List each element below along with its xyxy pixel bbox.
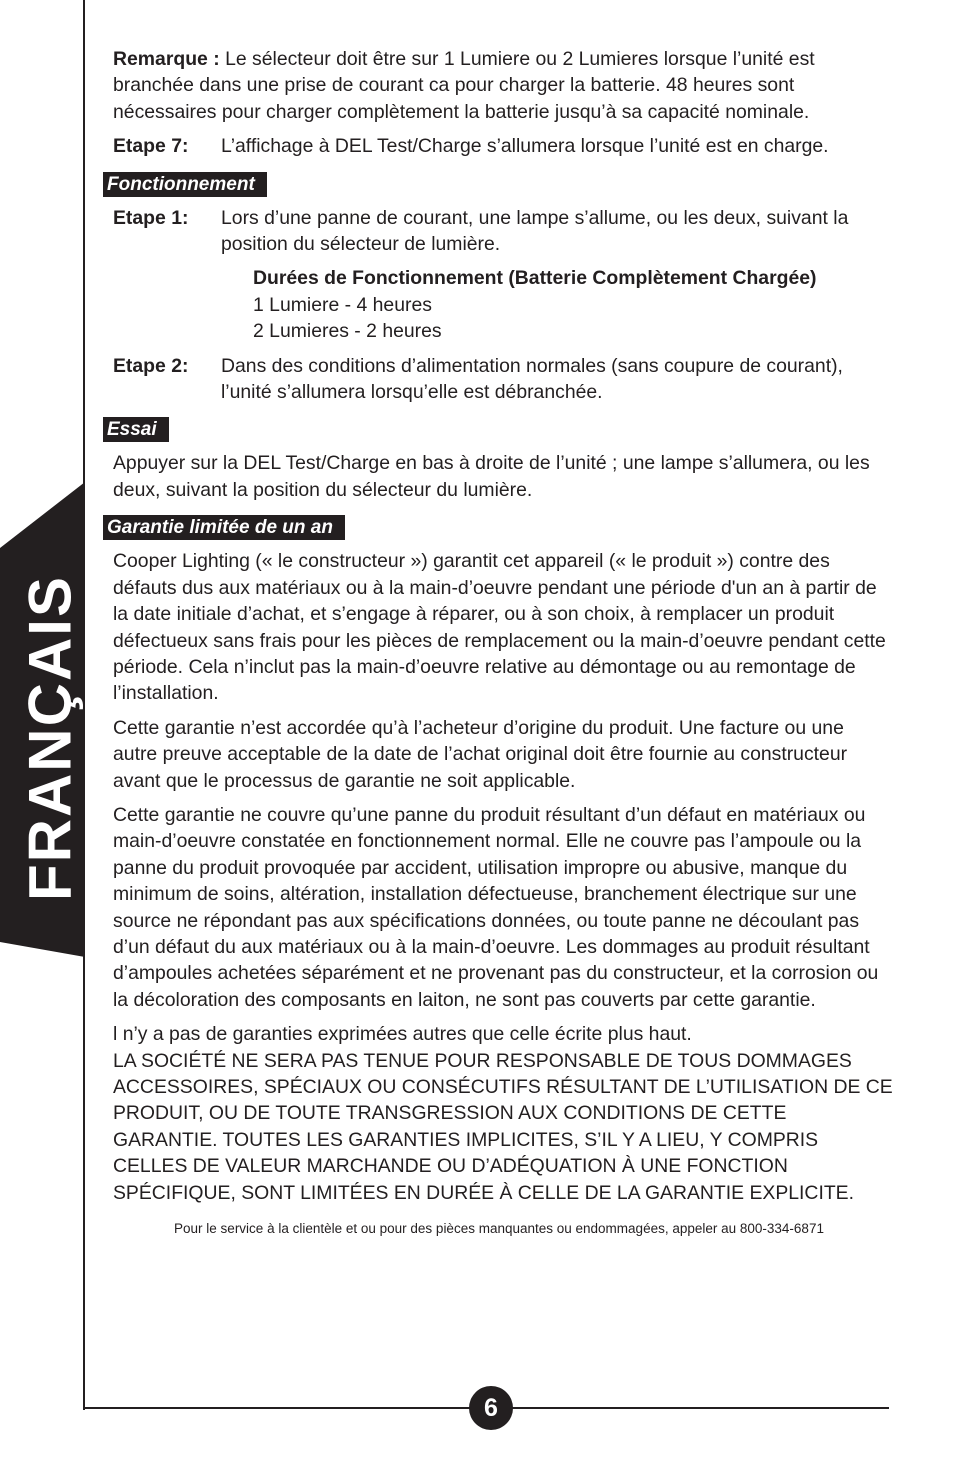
warranty-paragraph-2: Cette garantie n’est accordée qu’à l’acheteur d’origine du produit. Une facture ou une autre preuve acceptable de la date de l’achat original doit être fournie au constructeur avant que le processus de garantie ne soit applicable. <box>113 716 848 792</box>
operation-step-1 <box>113 205 893 258</box>
customer-service-note: Pour le service à la clientèle et ou pour des pièces manquantes ou endommagées, appeler au 800-334-6871 <box>174 1221 824 1237</box>
durations-block <box>253 265 893 344</box>
warranty-disclaimer-caps: LA SOCIÉTÉ NE SERA PAS TENUE POUR RESPONSABLE DE TOUS DOMMAGES ACCESSOIRES, SPÉCIAUX OU CONSÉCUTIFS RÉSULTANT DE L’UTILISATION DE CE PRODUIT, OU DE TOUTE TRANSGRESSION AUX CONDITIONS DE CETTE GARANTIE. TOUTES LES GARANTIES IMPLICITES, S’IL Y A LIEU, Y COMPRIS CELLES DE VALEUR MARCHANDE OU D’ADÉQUATION À UNE FONCTION SPÉCIFIQUE, SONT LIMITÉES EN DURÉE À CELLE DE LA GARANTIE EXPLICITE. <box>113 1049 893 1204</box>
test-paragraph: Appuyer sur la DEL Test/Charge en bas à droite de l’unité ; une lampe s’allumera, ou les deux, suivant la position du sélecteur du lumière. <box>113 452 870 501</box>
remark-text: Le sélecteur doit être sur 1 Lumiere ou 2 Lumieres lorsque l’unité est branchée dans une prise de courant ca pour charger la batterie. 48 heures sont nécessaires pour charger complètement la batterie jusqu’à sa capacité nominale. <box>113 48 815 123</box>
language-tab-label: FRANÇAIS <box>16 575 84 901</box>
warranty-heading: Garantie limitée de un an <box>103 515 345 540</box>
duration-1-lamp: 1 Lumiere - 4 heures <box>253 293 432 316</box>
operation-step-2-label: Etape 2: <box>113 354 189 377</box>
operation-step-1-label: Etape 1: <box>113 206 189 229</box>
remark-label: Remarque : <box>113 48 220 70</box>
step-7-text: L’affichage à DEL Test/Charge s’allumera lorsque l’unité est en charge. <box>221 135 829 158</box>
warranty-paragraph-1: Cooper Lighting (« le constructeur ») garantit cet appareil (« le produit ») contre des défauts dus aux matériaux ou à la main-d’oeuvre pendant une période d'un an à partir de la date initiale d’achat, et s’engage à réparer, ou à son choix, à remplacer un produit défectueux sans frais pour les pièces de remplacement ou la main-d’oeuvre pendant cette période. Cela n’inclut pas la main-d’oeuvre relative au démontage ou au remontage de l’installation. <box>113 550 886 705</box>
operation-step-1-text: Lors d’une panne de courant, une lampe s’allume, ou les deux, suivant la position du sélecteur de lumière. <box>221 206 849 256</box>
remark-paragraph <box>113 46 893 125</box>
operation-heading: Fonctionnement <box>103 172 267 197</box>
operation-step-2-text: Dans des conditions d’alimentation normales (sans coupure de courant), l’unité s’allumera lorsqu’elle est débranchée. <box>221 354 843 404</box>
page-number: 6 <box>469 1386 513 1430</box>
warranty-disclaimer-intro: l n’y a pas de garanties exprimées autres que celle écrite plus haut. <box>113 1023 692 1046</box>
duration-2-lamps: 2 Lumieres - 2 heures <box>253 320 442 343</box>
warranty-paragraph-3: Cette garantie ne couvre qu’une panne du produit résultant d’un défaut en matériaux ou main-d’oeuvre constatée en fonctionnement normal. Elle ne couvre pas l’ampoule ou la panne du produit provoquée par accident, utilisation impropre ou abusive, manque du minimum de soins, altération, installation défectueuse, branchement électrique sur une source ne répondant pas aux spécifications données, ou toute panne ne découlant pas d’un défaut du aux matériaux ou à la main-d’oeuvre. Les dommages au produit résultant d’ampoules achetées séparément et ne provenant pas du constructeur, et la corrosion ou la décoloration des composants en laiton, ne sont pas couverts par cette garantie. <box>113 803 879 1011</box>
operation-step-2 <box>113 353 893 406</box>
step-7-label: Etape 7: <box>113 135 189 158</box>
step-7 <box>113 133 893 159</box>
durations-title: Durées de Fonctionnement (Batterie Complètement Chargée) <box>253 267 817 290</box>
warranty-disclaimer <box>113 1021 893 1206</box>
test-heading: Essai <box>103 417 169 442</box>
page-content <box>107 46 893 1238</box>
